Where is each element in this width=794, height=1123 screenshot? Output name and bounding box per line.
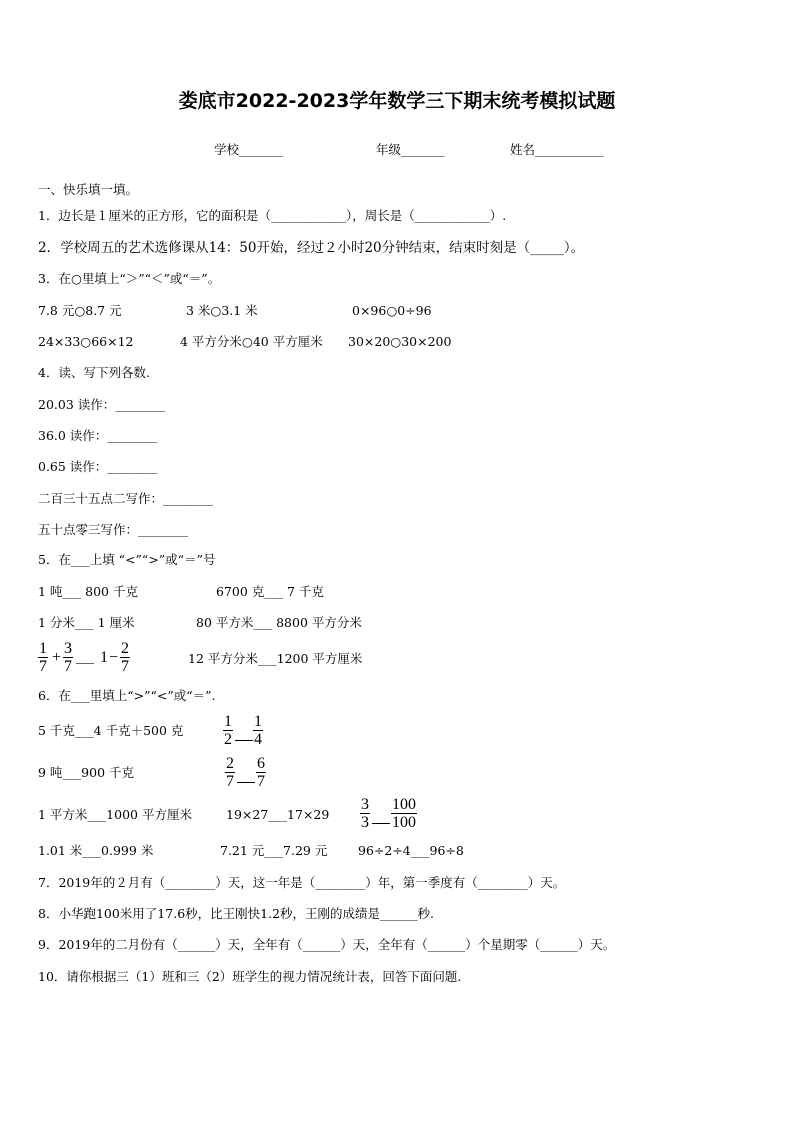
fraction — [360, 796, 370, 831]
fraction — [253, 713, 263, 748]
page-title: 娄底市2022-2023学年数学三下期末统考模拟试题 — [178, 90, 616, 112]
q4-item: 20.03 读作：________ — [38, 397, 166, 412]
question-2: 2．学校周五的艺术选修课从14：50开始，经过２小时20分钟结束，结束时刻是（_____）。 — [38, 240, 585, 256]
numerator: 100 — [392, 796, 416, 813]
q6-item: 1.01 米___0.999 米 — [38, 843, 154, 858]
answer-blank: ___ — [76, 651, 94, 665]
q6-item: 96÷2÷4___96÷8 — [358, 843, 464, 858]
numerator: 6 — [257, 755, 265, 772]
answer-blank — [235, 740, 253, 741]
section-heading: 一、快乐填一填。 — [38, 182, 139, 197]
fraction — [225, 755, 235, 790]
denominator: 7 — [121, 658, 129, 675]
denominator: 2 — [224, 731, 232, 748]
q3-item: 4 平方分米○40 平方厘米 — [180, 334, 323, 349]
question-5-prompt: 5．在___上填 “<”“>”或“＝”号 — [38, 552, 216, 567]
numerator: 3 — [64, 640, 72, 657]
one: 1 — [100, 649, 108, 666]
denominator: 7 — [257, 773, 265, 790]
question-4-prompt: 4．读、写下列各数. — [38, 365, 150, 380]
q4-item: 二百三十五点二写作：________ — [38, 491, 214, 506]
q6-item: 1 平方米___1000 平方厘米 — [38, 807, 192, 822]
minus-sign: − — [109, 649, 119, 666]
numerator: 2 — [121, 640, 129, 657]
question-6-prompt: 6．在___里填上“>”“<”或“＝”. — [38, 688, 216, 703]
q4-item: 五十点零三写作：________ — [38, 522, 189, 537]
fraction — [223, 713, 233, 748]
q6-item: 7.21 元___7.29 元 — [220, 843, 328, 858]
denominator: 7 — [39, 658, 47, 675]
q4-item: 36.0 读作：________ — [38, 428, 158, 443]
numerator: 2 — [226, 755, 234, 772]
q5-item: 80 平方米___ 8800 平方分米 — [196, 615, 362, 630]
q4-item: 0.65 读作：________ — [38, 459, 158, 474]
grade-field: 年级_______ — [376, 142, 445, 157]
fraction — [63, 640, 73, 675]
question-3-prompt: 3．在○里填上“＞”“＜”或“＝”。 — [38, 271, 221, 286]
q3-item: 3 米○3.1 米 — [186, 303, 258, 318]
fraction — [256, 755, 266, 790]
q6-item: 9 吨___900 千克 — [38, 765, 135, 780]
question-1: 1．边长是１厘米的正方形，它的面积是（____________），周长是（____________）. — [38, 208, 507, 223]
q3-item: 24×33○66×12 — [38, 334, 134, 349]
q3-item: 0×96○0÷96 — [352, 303, 432, 318]
q5-item: 12 平方分米___1200 平方厘米 — [188, 651, 363, 666]
q6-item: 19×27___17×29 — [226, 807, 330, 822]
q5-item: 1 吨___ 800 千克 — [38, 584, 138, 599]
q3-item: 7.8 元○8.7 元 — [38, 303, 122, 318]
question-8: 8．小华跑100米用了17.6秒，比王刚快1.2秒，王刚的成绩是______秒. — [38, 906, 434, 921]
plus-sign: + — [52, 649, 62, 666]
name-field: 姓名___________ — [510, 142, 604, 157]
q5-item: 1 分米___ 1 厘米 — [38, 615, 135, 630]
question-10: 10．请你根据三（1）班和三（2）班学生的视力情况统计表，回答下面问题. — [38, 969, 462, 984]
answer-blank — [372, 823, 390, 824]
question-7: 7．2019年的２月有（________）天，这一年是（________）年，第一季度有（________）天。 — [38, 875, 566, 890]
fraction — [391, 796, 417, 831]
fraction — [120, 640, 130, 675]
numerator: 1 — [254, 713, 262, 730]
denominator: 7 — [64, 658, 72, 675]
numerator: 3 — [361, 796, 369, 813]
q5-item: 6700 克___ 7 千克 — [216, 584, 324, 599]
q6-item: 5 千克___4 千克＋500 克 — [38, 723, 184, 738]
numerator: 1 — [224, 713, 232, 730]
fraction — [38, 640, 48, 675]
question-9: 9．2019年的二月份有（______）天，全年有（______）天，全年有（______）个星期零（______）天。 — [38, 937, 616, 952]
denominator: 7 — [226, 773, 234, 790]
numerator: 1 — [39, 640, 47, 657]
denominator: 100 — [392, 814, 416, 831]
answer-blank — [237, 782, 255, 783]
school-field: 学校_______ — [214, 142, 283, 157]
q3-item: 30×20○30×200 — [348, 334, 452, 349]
denominator: 4 — [254, 731, 262, 748]
denominator: 3 — [361, 814, 369, 831]
